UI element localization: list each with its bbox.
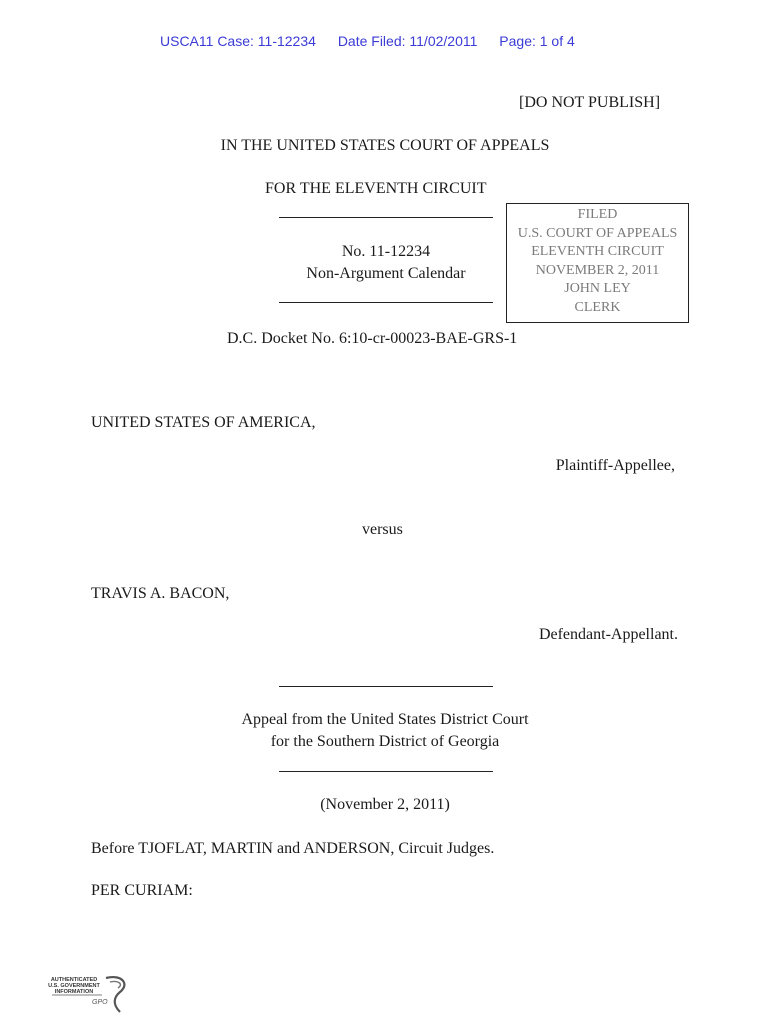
per-curiam: PER CURIAM: bbox=[91, 882, 193, 899]
circuit-title: FOR THE ELEVENTH CIRCUIT bbox=[265, 180, 487, 197]
page-number-header: Page: 1 of 4 bbox=[499, 33, 575, 49]
filed-stamp bbox=[506, 203, 689, 323]
versus-text: versus bbox=[362, 521, 403, 538]
court-title: IN THE UNITED STATES COURT OF APPEALS bbox=[220, 137, 550, 154]
stamp-line: ELEVENTH CIRCUIT bbox=[531, 244, 664, 259]
date-filed-header: Date Filed: 11/02/2011 bbox=[337, 33, 478, 49]
publish-flag: [DO NOT PUBLISH] bbox=[519, 94, 661, 111]
divider-bottom bbox=[279, 302, 493, 303]
stamp-line: JOHN LEY bbox=[564, 281, 631, 296]
plaintiff-name: UNITED STATES OF AMERICA, bbox=[91, 414, 316, 431]
appeal-line-2: for the Southern District of Georgia bbox=[270, 733, 500, 750]
plaintiff-role: Plaintiff-Appellee, bbox=[555, 457, 675, 474]
calendar-type: Non-Argument Calendar bbox=[306, 265, 466, 282]
judges-line: Before TJOFLAT, MARTIN and ANDERSON, Circuit Judges. bbox=[91, 840, 495, 857]
divider-top bbox=[279, 217, 493, 218]
gpo-mark: GPO bbox=[92, 999, 108, 1006]
stamp-line: NOVEMBER 2, 2011 bbox=[535, 262, 660, 278]
stamp-line: U.S. COURT OF APPEALS bbox=[517, 225, 678, 241]
docket-number: D.C. Docket No. 6:10-cr-00023-BAE-GRS-1 bbox=[227, 330, 518, 347]
decision-date: (November 2, 2011) bbox=[320, 796, 450, 813]
document-header bbox=[160, 33, 593, 49]
gpo-authenticated-logo bbox=[44, 972, 134, 1018]
defendant-role: Defendant-Appellant. bbox=[538, 626, 678, 643]
gpo-logo-line: INFORMATION bbox=[54, 989, 94, 995]
appeal-line-1: Appeal from the United States District Court bbox=[241, 711, 529, 728]
case-number: No. 11-12234 bbox=[341, 243, 431, 260]
divider-appeal-top bbox=[279, 686, 493, 687]
gpo-logo-line: AUTHENTICATED bbox=[50, 977, 98, 983]
stamp-line: CLERK bbox=[574, 299, 621, 315]
eagle-icon bbox=[106, 977, 124, 1012]
defendant-name: TRAVIS A. BACON, bbox=[91, 585, 230, 602]
gpo-logo-line: U.S. GOVERNMENT bbox=[48, 983, 100, 989]
case-number-header: USCA11 Case: 11-12234 bbox=[160, 33, 316, 49]
stamp-line: FILED bbox=[577, 207, 618, 222]
divider-appeal-bottom bbox=[279, 771, 493, 772]
